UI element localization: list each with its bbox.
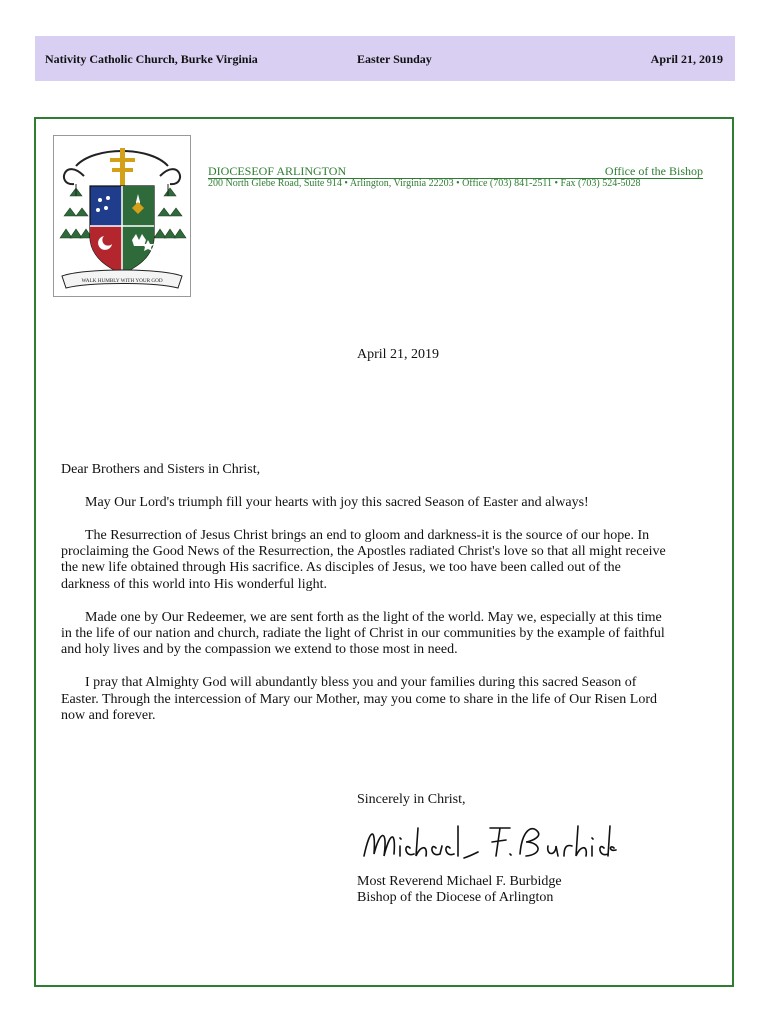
handwritten-signature xyxy=(360,818,620,868)
signer-title: Bishop of the Diocese of Arlington xyxy=(357,890,554,906)
letter-paragraph: The Resurrection of Jesus Christ brings an end to gloom and darkness-it is the source of our hope. In proclaiming the Good News of the Resurrection, the Apostles radiated Christ's love so that all might receive the new life obtained through His sacrifice. As disciples of Jesus, we too have been called out of the darkness of this world into His wonderful light. xyxy=(61,527,666,592)
coat-of-arms-icon xyxy=(54,136,190,296)
svg-text:WALK HUMBLY WITH YOUR GOD: WALK HUMBLY WITH YOUR GOD xyxy=(81,278,163,284)
diocese-name: DIOCESEOF ARLINGTON xyxy=(208,164,347,178)
signer-block xyxy=(357,874,562,907)
header-occasion: Easter Sunday xyxy=(357,52,432,66)
letterhead-address: 200 North Glebe Road, Suite 914 • Arlington, Virginia 22203 • Office (703) 841-2511 • Fax (703) 524-5028 xyxy=(208,178,641,189)
letter-body xyxy=(61,462,667,741)
letter-paragraph: May Our Lord's triumph fill your hearts with joy this sacred Season of Easter and always! xyxy=(85,494,589,510)
letter-paragraph: I pray that Almighty God will abundantly bless you and your families during this sacred Season of Easter. Through the intercession of Mary our Mother, may you come to share in the life of Our Risen Lord now and forever. xyxy=(61,675,657,724)
diocese-coat-of-arms xyxy=(53,135,191,297)
header-date: April 21, 2019 xyxy=(650,52,723,66)
salutation: Dear Brothers and Sisters in Christ, xyxy=(61,462,261,477)
letterhead-title-line xyxy=(208,164,703,179)
letter-paragraph: Made one by Our Redeemer, we are sent forth as the light of the world. May we, especially at this time in the life of our nation and church, radiate the light of Christ in our communities by the example of faithful and holy lives and by the compassion we extend to those most in need. xyxy=(61,609,665,658)
signature-icon xyxy=(360,818,620,868)
closing: Sincerely in Christ, xyxy=(357,792,466,807)
header-parish: Nativity Catholic Church, Burke Virginia xyxy=(45,52,258,66)
document-header-bar xyxy=(35,36,735,81)
office-name: Office of the Bishop xyxy=(604,164,703,178)
signer-name: Most Reverend Michael F. Burbidge xyxy=(357,874,562,889)
letter-date: April 21, 2019 xyxy=(357,347,440,362)
